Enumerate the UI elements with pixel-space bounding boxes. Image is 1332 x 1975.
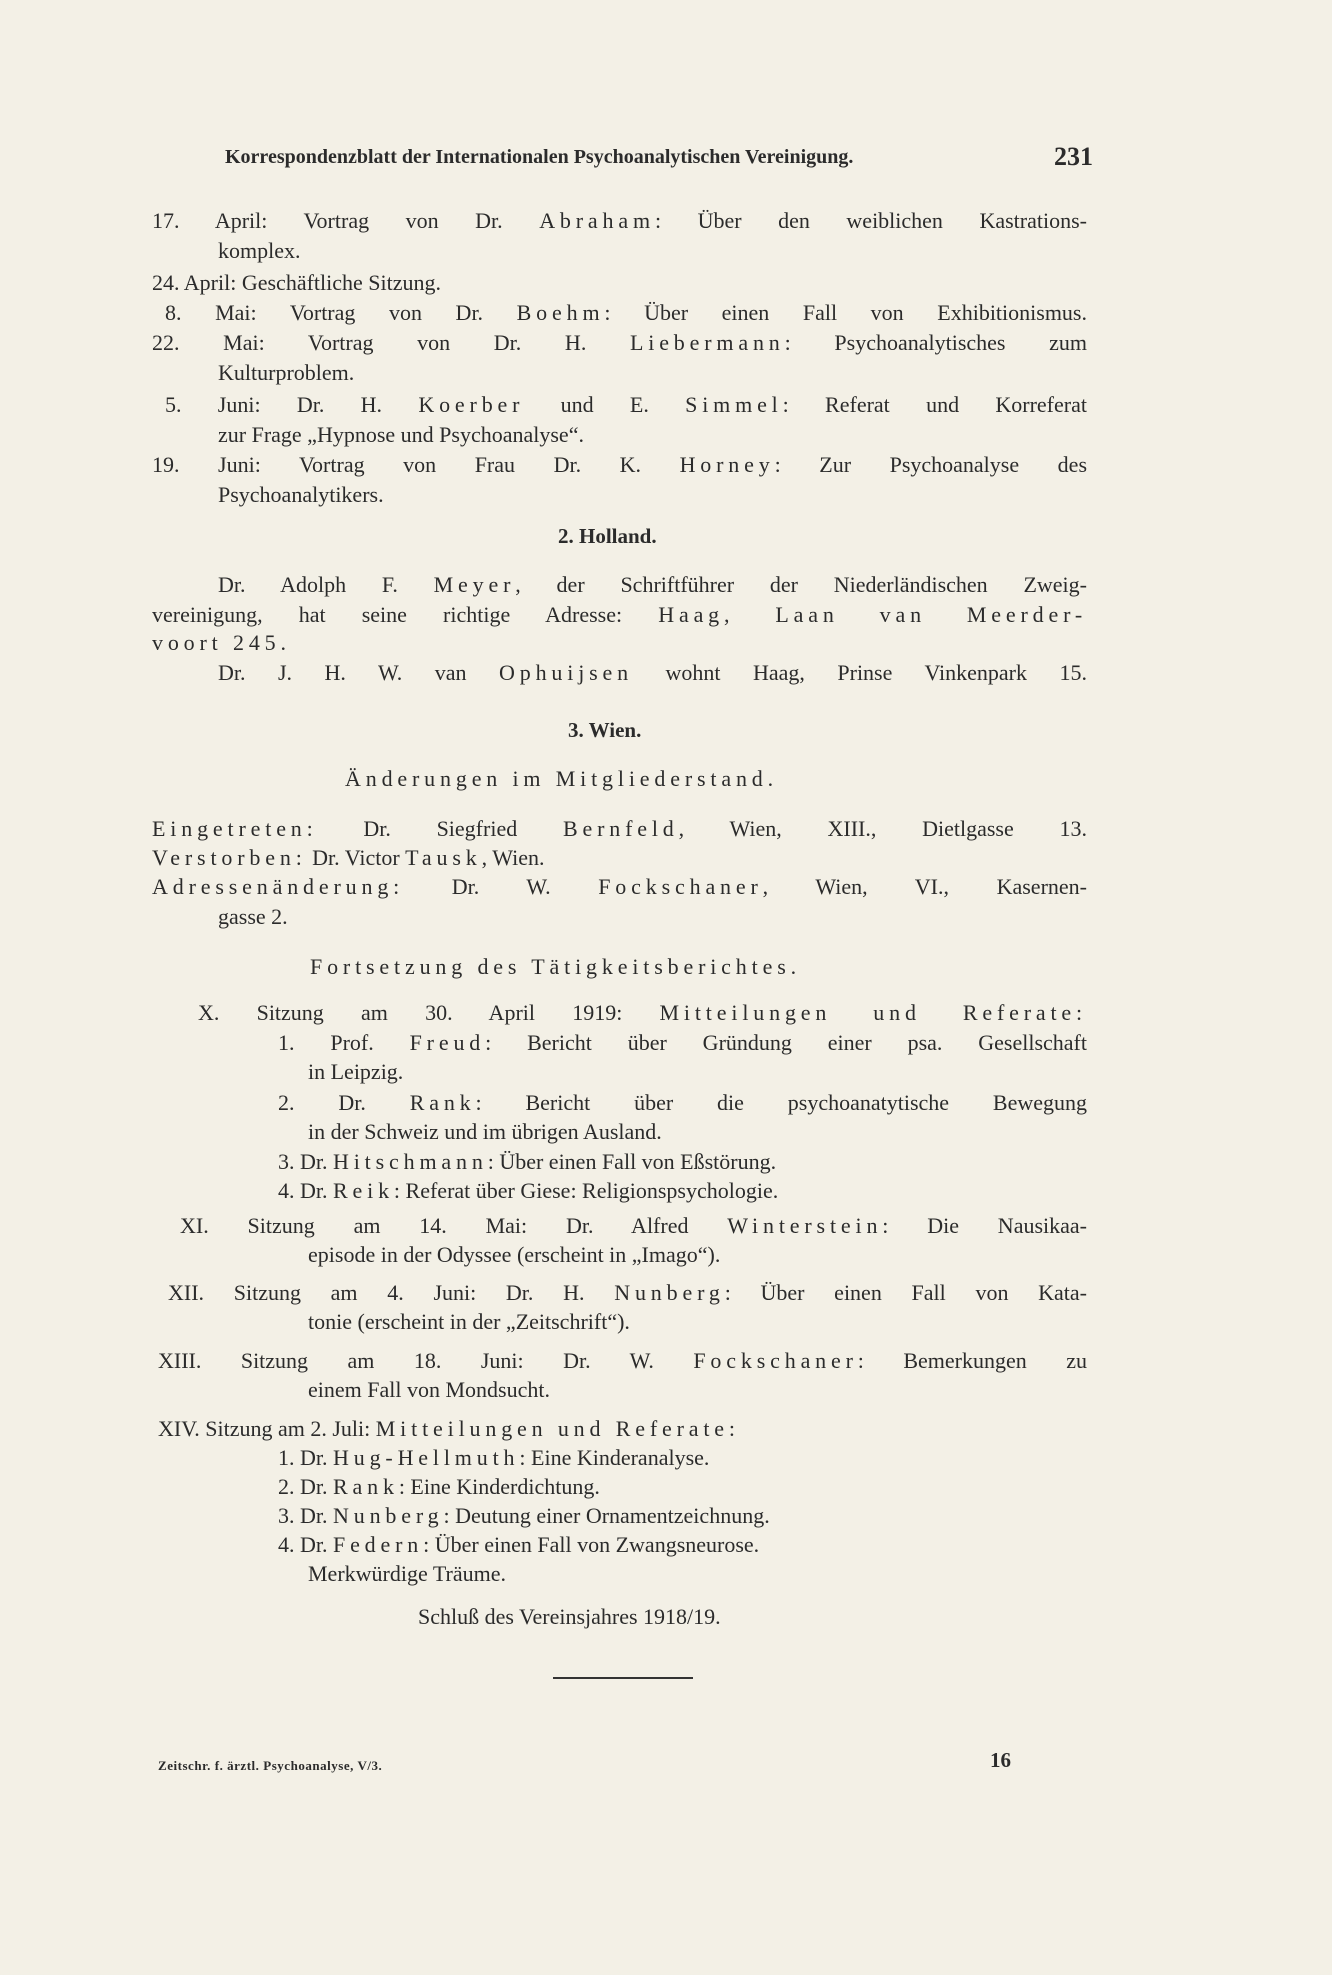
session-item: 1. Dr. Hug-Hellmuth: Eine Kinderanalyse.: [278, 1445, 710, 1470]
subheading: Fortsetzung des Tätigkeitsberichtes.: [310, 954, 801, 979]
session-item: 3. Dr. Hitschmann: Über einen Fall von Eßstörung.: [278, 1149, 777, 1174]
session-line: episode in der Odyssee (erscheint in „Imago“).: [308, 1242, 721, 1267]
entry-line: komplex.: [218, 238, 301, 263]
entry-line: 17. April: Vortrag von Dr. Abraham: Über den weiblichen Kastrations-: [152, 208, 1087, 233]
session-item: 4. Dr. Reik: Referat über Giese: Religionspsychologie.: [278, 1178, 779, 1203]
member-line: gasse 2.: [218, 904, 288, 929]
section-rule: [553, 1677, 693, 1679]
paragraph-line: Dr. Adolph F. Meyer, der Schriftführer der Niederländischen Zweig-: [218, 572, 1087, 597]
footer-journal: Zeitschr. f. ärztl. Psychoanalyse, V/3.: [158, 1758, 383, 1773]
session-item: Merkwürdige Träume.: [308, 1561, 506, 1586]
entry-line: Kulturproblem.: [218, 360, 355, 385]
entry-line: 8. Mai: Vortrag von Dr. Boehm: Über einen Fall von Exhibitionismus.: [165, 300, 1087, 325]
session-line: XI. Sitzung am 14. Mai: Dr. Alfred Winterstein: Die Nausikaa-: [180, 1213, 1087, 1238]
session-item: in Leipzig.: [308, 1059, 404, 1084]
entry-line: zur Frage „Hypnose und Psychoanalyse“.: [218, 422, 584, 447]
member-line: Adressenänderung: Dr. W. Fockschaner, Wien, VI., Kasernen-: [152, 874, 1087, 899]
paragraph-line: Dr. J. H. W. van Ophuijsen wohnt Haag, Prinse Vinkenpark 15.: [218, 660, 1087, 685]
section-heading-wien: 3. Wien.: [568, 718, 642, 742]
running-header: [225, 142, 1093, 182]
entry-line: 5. Juni: Dr. H. Koerber und E. Simmel: Referat und Korreferat: [165, 392, 1087, 417]
session-line: einem Fall von Mondsucht.: [308, 1377, 550, 1402]
session-item: 4. Dr. Federn: Über einen Fall von Zwangsneurose.: [278, 1532, 760, 1557]
session-line: X. Sitzung am 30. April 1919: Mitteilungen und Referate:: [198, 1000, 1087, 1025]
session-line: tonie (erscheint in der „Zeitschrift“).: [308, 1309, 630, 1334]
subheading: Änderungen im Mitgliederstand.: [345, 766, 778, 791]
footer-signature: 16: [990, 1748, 1011, 1772]
page-number: 231: [1054, 142, 1093, 171]
session-line: XIII. Sitzung am 18. Juni: Dr. W. Fockschaner: Bemerkungen zu: [158, 1348, 1087, 1373]
session-item: 2. Dr. Rank: Eine Kinderdichtung.: [278, 1474, 600, 1499]
session-line: XII. Sitzung am 4. Juni: Dr. H. Nunberg: Über einen Fall von Kata-: [168, 1280, 1087, 1305]
header-title: Korrespondenzblatt der Internationalen Psychoanalytischen Vereinigung.: [225, 146, 854, 168]
session-line: XIV. Sitzung am 2. Juli: Mitteilungen und Referate:: [158, 1416, 740, 1441]
member-line: Eingetreten: Dr. Siegfried Bernfeld, Wien, XIII., Dietlgasse 13.: [152, 816, 1087, 841]
entry-line: Psychoanalytikers.: [218, 482, 384, 507]
paragraph-line: voort 245.: [152, 630, 291, 655]
paragraph-line: vereinigung, hat seine richtige Adresse: Haag, Laan van Meerder-: [152, 602, 1087, 627]
entry-line: 22. Mai: Vortrag von Dr. H. Liebermann: Psychoanalytisches zum: [152, 330, 1088, 355]
entry-line: 24. April: Geschäftliche Sitzung.: [152, 270, 441, 295]
entry-line: 19. Juni: Vortrag von Frau Dr. K. Horney: Zur Psychoanalyse des: [152, 452, 1088, 477]
session-item: 2. Dr. Rank: Bericht über die psychoanatytische Bewegung: [278, 1090, 1088, 1115]
section-heading-holland: 2. Holland.: [558, 524, 657, 548]
member-line: Verstorben: Dr. Victor Tausk, Wien.: [152, 845, 545, 870]
session-item: in der Schweiz und im übrigen Ausland.: [308, 1119, 662, 1144]
session-item: 1. Prof. Freud: Bericht über Gründung einer psa. Gesellschaft: [278, 1030, 1087, 1055]
closing-line: Schluß des Vereinsjahres 1918/19.: [418, 1604, 721, 1629]
session-item: 3. Dr. Nunberg: Deutung einer Ornamentzeichnung.: [278, 1503, 770, 1528]
